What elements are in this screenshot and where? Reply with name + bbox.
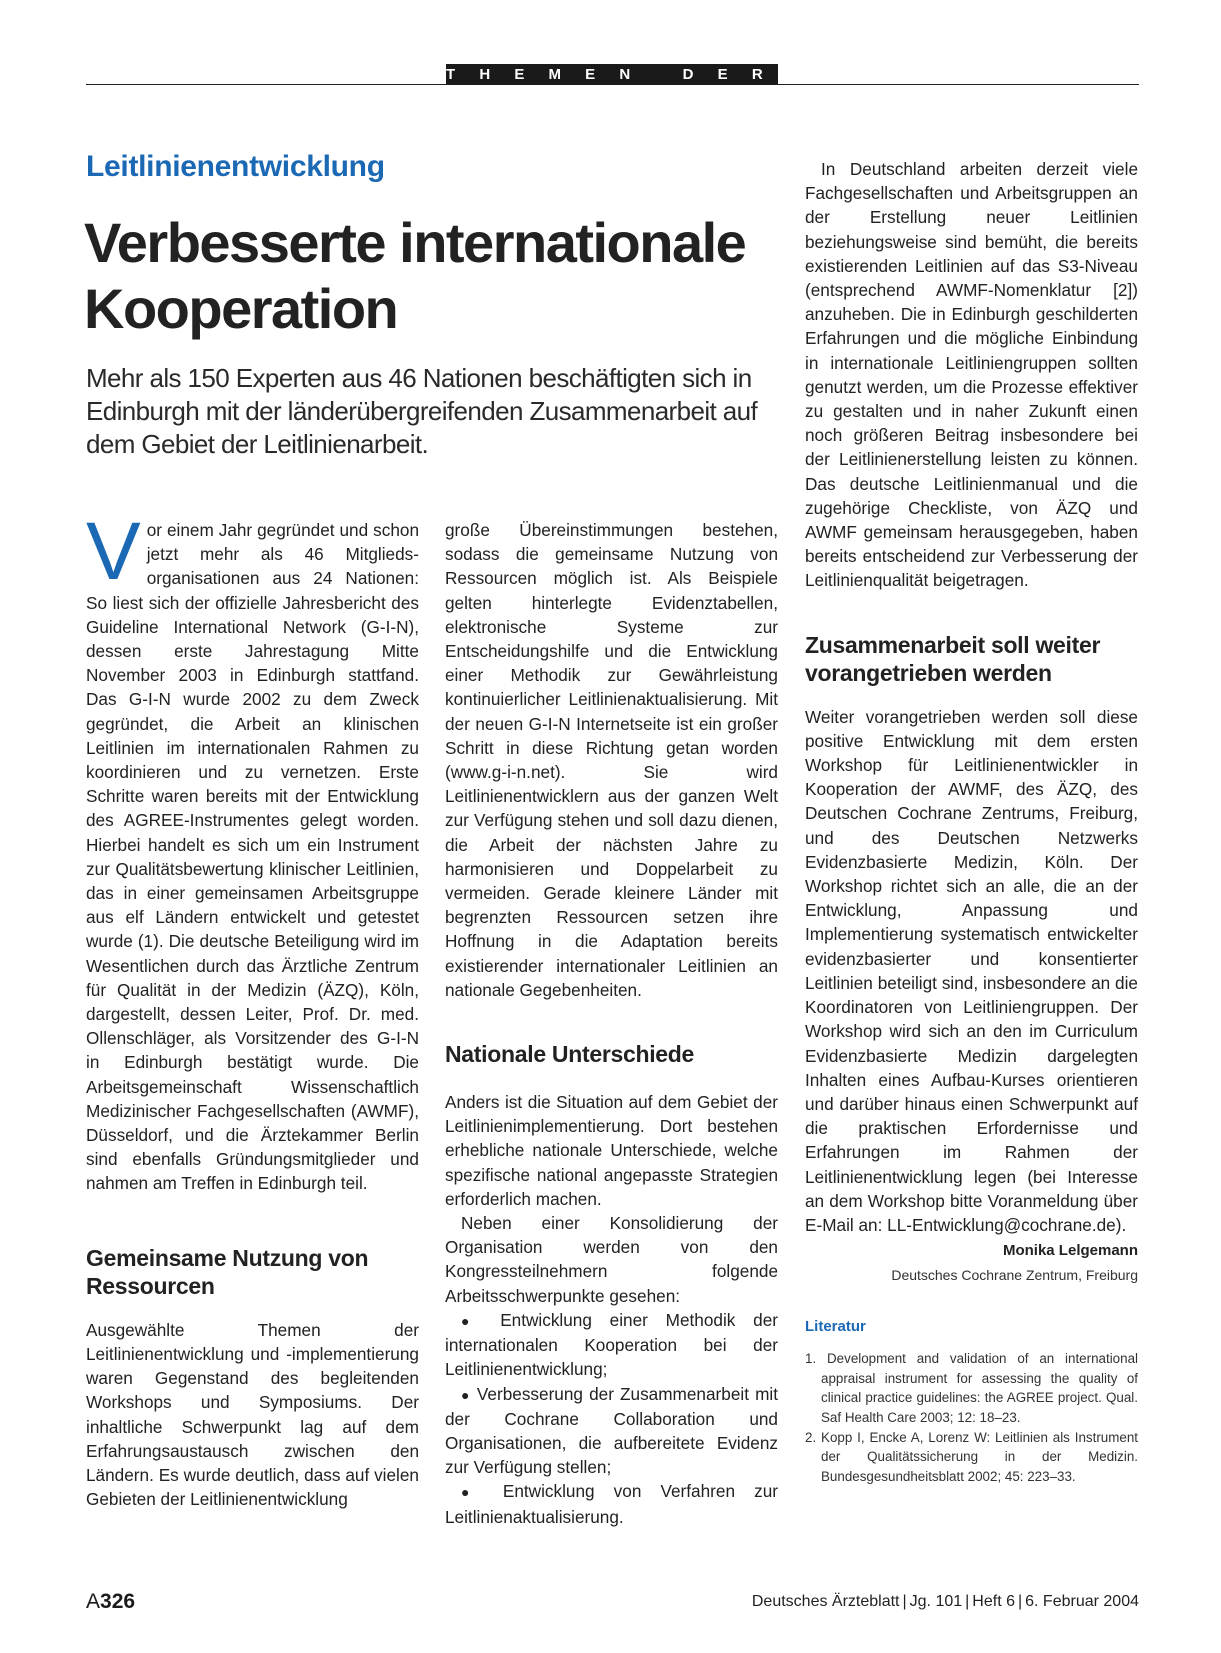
subheading-ressourcen: Gemeinsame Nutzung von Ressourcen bbox=[86, 1244, 369, 1299]
separator: | bbox=[1017, 1593, 1023, 1610]
paragraph bbox=[86, 506, 419, 1196]
bullet-icon: ● bbox=[461, 1484, 484, 1501]
paragraph: Weiter vorangetrieben werden soll diese positive Entwicklung mit dem ersten Workshop für Leitlinienentwickler in Kooperation der AWMF, des ÄZQ, des Deutschen Cochrane Zentrums, Freiburg, und des Deutschen Netzwerks Evidenzbasierte Medizin, Köln. Der Workshop richtet sich an alle, die an der Entwicklung, Anpassung und Implementierung systematisch entwickelter evidenzbasierter und konsentierter Leitlinien beteiligt sind, insbesondere an die Koordinatoren von Leitliniengruppen. Der Workshop wird sich an den im Curriculum Evidenzbasierte Medizin dargelegten Inhalten eines Aufbau-Kurses orientieren und darüber hinaus einen Schwerpunkt auf die praktischen Erfordernisse und Erfahrungen im Rahmen der Leitlinienentwicklung legen (bei Interesse an dem Workshop bitte Voranmeldung über E-Mail an: LL-Entwicklung@cochrane.de). bbox=[805, 706, 1138, 1235]
page-number bbox=[86, 1590, 135, 1614]
column-2 bbox=[445, 518, 778, 1529]
references-heading: Literatur bbox=[805, 1318, 866, 1336]
page-prefix: A bbox=[86, 1590, 101, 1613]
paragraph: Ausgewählte Themen der Leitlinienentwicklung und -implementierung waren Gegenstand des begleitenden Workshops und Symposiums. Der inhaltliche Schwerpunkt lag auf dem Erfahrungsaustausch zwischen den Ländern. Es wurde deutlich, dass auf vielen Gebieten der Leitlinienentwicklung bbox=[86, 1319, 419, 1510]
paragraph: Anders ist die Situation auf dem Gebiet der Leitlinienimplementierung. Dort bestehen erhebliche nationale Unterschiede, welche spezifische national angepasste Strategien erforderlich machen. bbox=[445, 1092, 778, 1209]
kicker: Leitlinienentwicklung bbox=[86, 150, 385, 183]
paragraph: große Übereinstimmungen bestehen, sodass die gemeinsame Nutzung von Ressourcen möglich ist. Als Beispiele gelten hinterlegte Evidenztabellen, elektronische Systeme zur Entscheidungshilfe und die Entwicklung einer Methodik zur Gewährleistung kontinuierlicher Leitlinienaktualisierung. Mit der neuen G-I-N Internetseite ist ein großer Schritt in diese Richtung getan worden (www.g-i-n.net). Sie wird Leitlinienentwicklern aus der ganzen Welt zur Verfügung stehen und soll dazu dienen, die Arbeit der nächsten Jahre zu harmonisieren und Doppelarbeit zu vermeiden. Gerade kleinere Länder mit begrenzten Ressourcen setzen ihre Hoffnung in die Adaptation bereits existierender internationaler Leitlinien an nationale Gegebenheiten. bbox=[445, 520, 778, 1000]
paragraph: Neben einer Konsolidierung der Organisation werden von den Kongressteilnehmern folgende Arbeitsschwerpunkte gesehen: bbox=[445, 1213, 778, 1306]
subheading-unterschiede: Nationale Unterschiede bbox=[445, 1041, 695, 1068]
column-3 bbox=[805, 157, 1138, 1486]
author-affiliation: Deutsches Cochrane Zentrum, Freiburg bbox=[891, 1267, 1138, 1284]
list-item-text: Entwicklung einer Methodik der internationalen Kooperation bei der Leitlinienentwicklung; bbox=[445, 1309, 778, 1380]
paragraph-text: or einem Jahr gegründet und schon jetzt mehr als 46 Mitglieds-organisationen aus 24 Nationen: So liest sich der offizielle Jahresbericht des Guideline International Network (G-I-N), dessen erste Jahrestagung Mitte November 2003 in Edinburgh stattfand. Das G-I-N wurde 2002 zu dem Zweck gegründet, die Arbeit an klinischen Leitlinien im internationalen Rahmen zu koordinieren und zu vernetzen. Erste Schritte waren bereits mit der Entwicklung des AGREE-Instrumentes gelegt worden. Hierbei handelt es sich um ein Instrument zur Qualitätsbewertung klinischer Leitlinien, das in einer gemeinsamen Arbeitsgruppe aus elf Ländern entwickelt und getestet wurde (1). Die deutsche Beteiligung wird im Wesentlichen durch das Ärztliche Zentrum für Qualität in der Medizin (ÄZQ), Köln, dargestellt, dessen Leiter, Prof. Dr. med. Ollenschläger, als Vorsitzender des G-I-N in Edinburgh bestätigt wurde. Die Arbeitsgemeinschaft Wissenschaftlich Medizinischer Fachgesellschaften (AWMF), Düsseldorf, und die Ärztekammer Berlin sind ebenfalls Gründungsmitglieder und nahmen am Treffen in Edinburgh teil. bbox=[86, 520, 419, 1194]
journal-date: 6. Februar 2004 bbox=[1025, 1593, 1139, 1610]
journal-volume: Jg. 101 bbox=[909, 1593, 963, 1610]
headline: Verbesserte internationale Kooperation bbox=[84, 211, 746, 340]
paragraph: In Deutschland arbeiten derzeit viele Fachgesellschaften und Arbeitsgruppen an der Erstellung neuer Leitlinien beziehungsweise sind bemüht, die bereits existierenden Leitlinien auf das S3-Niveau (entsprechend AWMF-Nomenklatur [2]) anzuheben. Die in Edinburgh geschilderten Erfahrungen und die mögliche Einbindung in internationale Leitliniengruppen sollten genutzt werden, um die Prozesse effektiver zu gestalten und in naher Zukunft einen noch größeren Beitrag insbesondere bei der Leitlinienerstellung leisten zu können. Das deutsche Leitlinienmanual und die zugehörige Checkliste, von ÄZQ und AWMF gemeinsam herausgegeben, haben bereits entscheidend zur Verbesserung der Leitlinienqualität beigetragen. bbox=[805, 159, 1138, 591]
journal-footer bbox=[752, 1593, 1139, 1611]
list-item bbox=[445, 1382, 778, 1480]
journal-name: Deutsches Ärzteblatt bbox=[751, 1593, 900, 1610]
list-item bbox=[445, 1308, 778, 1382]
reference-item: 1. Development and validation of an international appraisal instrument for assessing the quality of clinical practice guidelines: the AGREE project. Qual. Saf Health Care 2003; 12: 18–23. bbox=[805, 1351, 1138, 1425]
separator: | bbox=[902, 1593, 907, 1610]
references-list bbox=[805, 1349, 1138, 1486]
author-name: Monika Lelgemann bbox=[1002, 1242, 1138, 1260]
subheading-zusammenarbeit: Zusammenarbeit soll weiter vorangetrieben werden bbox=[805, 631, 1101, 686]
list-item bbox=[445, 1479, 778, 1528]
reference-item: 2. Kopp I, Encke A, Lorenz W: Leitlinien als Instrument der Qualitätssicherung in der Medizin. Bundesgesundheitsblatt 2002; 45: 223–33. bbox=[805, 1429, 1138, 1484]
journal-issue: Heft 6 bbox=[972, 1593, 1015, 1610]
page-number-value: 326 bbox=[100, 1590, 136, 1613]
section-tag: T H E M E N D E R Z E I T bbox=[446, 66, 931, 83]
list-item-text: Entwicklung von Verfahren zur Leitlinienaktualisierung. bbox=[445, 1481, 778, 1527]
bullet-icon: ● bbox=[461, 1312, 483, 1329]
deck: Mehr als 150 Experten aus 46 Nationen beschäftigten sich in Edinburgh mit der länderübergreifenden Zusammenarbeit auf dem Gebiet der Leitlinienarbeit. bbox=[86, 363, 758, 459]
list-item-text: Verbesserung der Zusammenarbeit mit der Cochrane Collaboration und Organisationen, die aufbereitete Evidenz zur Verfügung stellen; bbox=[445, 1383, 778, 1478]
dropcap: V bbox=[86, 506, 141, 597]
bullet-icon: ● bbox=[461, 1386, 471, 1403]
separator: | bbox=[965, 1593, 970, 1610]
column-1 bbox=[86, 506, 419, 1511]
